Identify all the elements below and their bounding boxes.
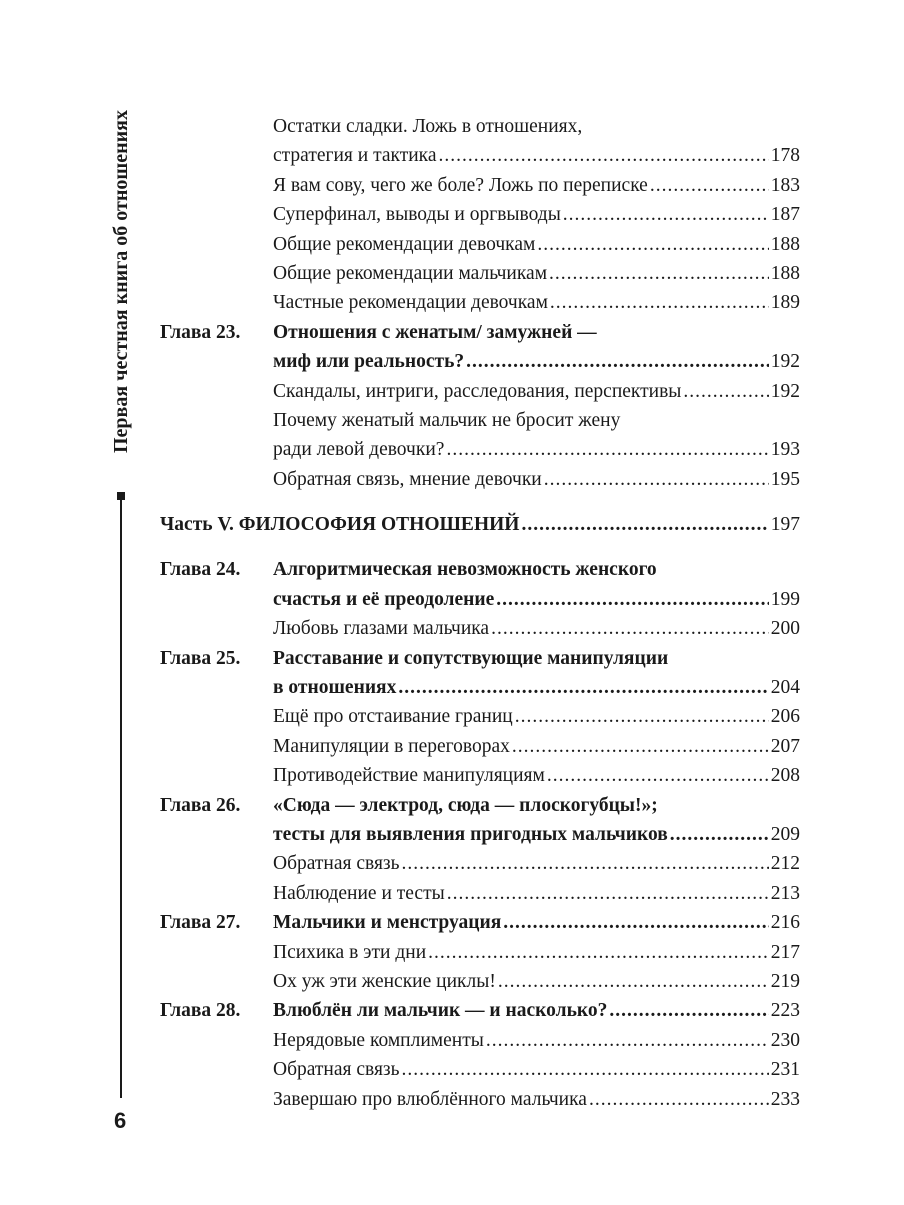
page-number: 6 bbox=[114, 1108, 127, 1133]
dot-leader bbox=[428, 938, 769, 967]
toc-section-entry bbox=[160, 1026, 800, 1055]
entry-title: Суперфинал, выводы и оргвыводы bbox=[273, 204, 561, 226]
entry-title: Ох уж эти женские циклы! bbox=[273, 970, 496, 992]
entry-page-number: 192 bbox=[770, 380, 800, 402]
toc-chapter-entry bbox=[160, 820, 800, 849]
entry-page-number: 216 bbox=[770, 912, 800, 934]
dot-leader bbox=[512, 732, 769, 761]
entry-page-number: 188 bbox=[770, 233, 800, 255]
entry-title: Обратная связь bbox=[273, 1059, 400, 1081]
toc-section-entry bbox=[160, 849, 800, 878]
entry-title: «Сюда — электрод, сюда — плоскогубцы!»; bbox=[273, 794, 658, 816]
dot-leader bbox=[670, 820, 769, 849]
entry-title: Часть V. ФИЛОСОФИЯ ОТНОШЕНИЙ bbox=[160, 514, 520, 536]
entry-title: Почему женатый мальчик не бросит жену bbox=[273, 409, 621, 431]
entry-title: Алгоритмическая невозможность женского bbox=[273, 559, 657, 581]
toc-section-entry bbox=[160, 967, 800, 996]
entry-title: Обратная связь bbox=[273, 853, 400, 875]
entry-title: Остатки сладки. Ложь в отношениях, bbox=[273, 116, 583, 137]
dot-leader bbox=[521, 510, 768, 539]
toc-section-entry bbox=[160, 879, 800, 908]
dot-leader bbox=[683, 377, 768, 406]
dot-leader bbox=[650, 171, 769, 200]
entry-title: Расставание и сопутствующие манипуляции bbox=[273, 647, 669, 669]
dot-leader bbox=[550, 288, 769, 317]
toc-part-entry bbox=[160, 510, 800, 539]
entry-title: счастья и её преодоление bbox=[273, 588, 495, 610]
entry-page-number: 230 bbox=[770, 1029, 800, 1051]
toc-section-entry bbox=[160, 732, 800, 761]
entry-page-number: 223 bbox=[770, 1000, 800, 1022]
entry-title: Наблюдение и тесты bbox=[273, 882, 445, 904]
running-head-title: Первая честная книга об отношениях bbox=[110, 110, 132, 453]
chapter-label: Глава 28. bbox=[160, 1000, 241, 1022]
dot-leader bbox=[402, 849, 769, 878]
dot-leader bbox=[491, 614, 769, 643]
dot-leader bbox=[498, 967, 769, 996]
entry-title: Скандалы, интриги, расследования, перспективы bbox=[273, 380, 682, 402]
toc-section-entry bbox=[160, 171, 800, 200]
toc-section-entry bbox=[160, 761, 800, 790]
entry-title: Общие рекомендации мальчикам bbox=[273, 262, 548, 284]
dot-leader bbox=[563, 200, 769, 229]
toc-section-entry bbox=[160, 112, 800, 141]
dot-leader bbox=[503, 908, 768, 937]
toc-section-entry bbox=[160, 377, 800, 406]
entry-title: тесты для выявления пригодных мальчиков bbox=[273, 823, 668, 845]
entry-title: Я вам сову, чего же боле? Ложь по переписке bbox=[273, 174, 648, 196]
entry-page-number: 217 bbox=[770, 941, 800, 963]
toc-chapter-entry bbox=[160, 908, 800, 937]
toc-chapter-entry bbox=[160, 673, 800, 702]
toc-chapter-entry bbox=[160, 996, 800, 1025]
dot-leader bbox=[486, 1026, 769, 1055]
toc-section-entry bbox=[160, 200, 800, 229]
entry-page-number: 208 bbox=[770, 765, 800, 787]
entry-title: Отношения с женатым/ замужней — bbox=[273, 321, 597, 343]
entry-title: Влюблён ли мальчик — и насколько? bbox=[273, 1000, 608, 1022]
entry-page-number: 219 bbox=[770, 970, 800, 992]
toc-chapter-entry bbox=[160, 644, 800, 673]
dot-leader bbox=[447, 879, 769, 908]
entry-page-number: 192 bbox=[770, 351, 800, 373]
toc-chapter-entry bbox=[160, 555, 800, 584]
chapter-label: Глава 26. bbox=[160, 794, 241, 816]
chapter-label: Глава 24. bbox=[160, 559, 241, 581]
entry-page-number: 199 bbox=[770, 588, 800, 610]
toc-section-entry bbox=[160, 259, 800, 288]
toc-section-entry bbox=[160, 465, 800, 494]
dot-leader bbox=[466, 347, 769, 376]
entry-page-number: 197 bbox=[770, 514, 800, 536]
entry-page-number: 206 bbox=[770, 706, 800, 728]
dot-leader bbox=[549, 259, 769, 288]
entry-page-number: 233 bbox=[770, 1088, 800, 1110]
dot-leader bbox=[496, 585, 768, 614]
dot-leader bbox=[402, 1055, 769, 1084]
entry-title: Ещё про отстаивание границ bbox=[273, 706, 513, 728]
toc-section-entry bbox=[160, 702, 800, 731]
entry-page-number: 187 bbox=[770, 204, 800, 226]
toc-section-entry bbox=[160, 288, 800, 317]
entry-title: в отношениях bbox=[273, 677, 397, 699]
entry-page-number: 188 bbox=[770, 262, 800, 284]
toc-section-entry bbox=[160, 614, 800, 643]
entry-title: Завершаю про влюблённого мальчика bbox=[273, 1088, 587, 1110]
dot-leader bbox=[547, 761, 769, 790]
dot-leader bbox=[589, 1085, 769, 1114]
toc-section-entry bbox=[160, 435, 800, 464]
dot-leader bbox=[398, 673, 768, 702]
toc-chapter-entry bbox=[160, 585, 800, 614]
toc-section-entry bbox=[160, 938, 800, 967]
entry-title: Манипуляции в переговорах bbox=[273, 735, 510, 757]
toc-section-entry bbox=[160, 230, 800, 259]
entry-page-number: 231 bbox=[770, 1059, 800, 1081]
entry-page-number: 195 bbox=[770, 468, 800, 490]
entry-title: Психика в эти дни bbox=[273, 941, 427, 963]
entry-title: стратегия и тактика bbox=[273, 145, 437, 167]
entry-page-number: 189 bbox=[770, 292, 800, 314]
entry-title: Нерядовые комплименты bbox=[273, 1029, 484, 1051]
chapter-label: Глава 27. bbox=[160, 912, 241, 934]
entry-title: Любовь глазами мальчика bbox=[273, 618, 490, 640]
entry-title: Общие рекомендации девочкам bbox=[273, 233, 536, 255]
running-head-square bbox=[117, 492, 125, 500]
dot-leader bbox=[515, 702, 769, 731]
table-of-contents bbox=[160, 112, 800, 1114]
entry-page-number: 207 bbox=[770, 735, 800, 757]
chapter-label: Глава 23. bbox=[160, 321, 241, 343]
toc-section-entry bbox=[160, 1055, 800, 1084]
toc-section-entry bbox=[160, 1085, 800, 1114]
toc-chapter-entry bbox=[160, 791, 800, 820]
dot-leader bbox=[439, 141, 769, 170]
dot-leader bbox=[609, 996, 768, 1025]
entry-title: миф или реальность? bbox=[273, 351, 465, 373]
dot-leader bbox=[446, 435, 768, 464]
entry-title: Обратная связь, мнение девочки bbox=[273, 468, 542, 490]
running-head-rule bbox=[120, 500, 122, 1098]
entry-title: Мальчики и менструация bbox=[273, 912, 502, 934]
entry-page-number: 213 bbox=[770, 882, 800, 904]
toc-chapter-entry bbox=[160, 347, 800, 376]
entry-page-number: 200 bbox=[770, 618, 800, 640]
entry-page-number: 183 bbox=[770, 174, 800, 196]
entry-title: Частные рекомендации девочкам bbox=[273, 292, 548, 314]
entry-page-number: 204 bbox=[770, 677, 800, 699]
entry-page-number: 209 bbox=[770, 823, 800, 845]
entry-page-number: 212 bbox=[770, 853, 800, 875]
dot-leader bbox=[537, 230, 768, 259]
entry-page-number: 193 bbox=[770, 439, 800, 461]
dot-leader bbox=[544, 465, 769, 494]
toc-chapter-entry bbox=[160, 318, 800, 347]
toc-section-entry bbox=[160, 406, 800, 435]
toc-section-entry bbox=[160, 141, 800, 170]
chapter-label: Глава 25. bbox=[160, 647, 241, 669]
entry-title: Противодействие манипуляциям bbox=[273, 765, 545, 787]
entry-page-number: 178 bbox=[770, 145, 800, 167]
entry-title: ради левой девочки? bbox=[273, 439, 445, 461]
